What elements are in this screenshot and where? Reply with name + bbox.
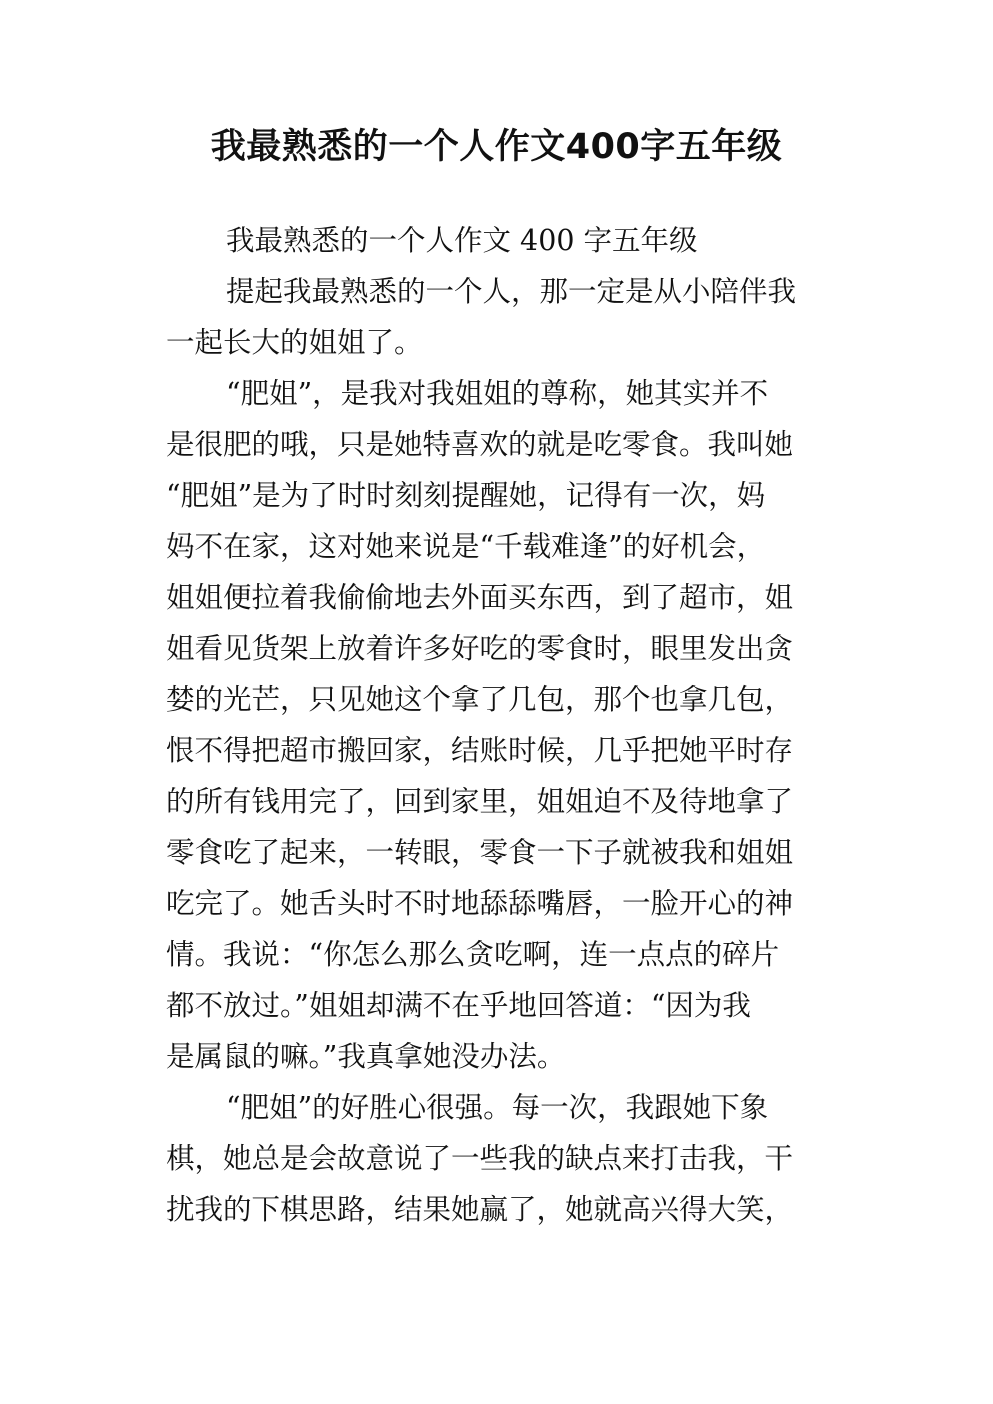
- text-line: “肥姐”，是我对我姐姐的尊称，她其实并不: [226, 377, 769, 410]
- text-line: 扰我的下棋思路，结果她赢了，她就高兴得大笑，: [166, 1193, 794, 1226]
- text-line: 婪的光芒，只见她这个拿了几包，那个也拿几包，: [166, 683, 794, 716]
- document-body: [166, 215, 830, 1235]
- document-title: 我最熟悉的一个人作文400字五年级: [210, 127, 783, 167]
- text-line: “肥姐”是为了时时刻刻提醒她，记得有一次，妈: [166, 479, 766, 512]
- text-line: 是属鼠的嘛。”我真拿她没办法。: [166, 1040, 566, 1073]
- text-line: 妈不在家，这对她来说是“千载难逢”的好机会，: [166, 530, 766, 563]
- text-line: 棋，她总是会故意说了一些我的缺点来打击我，干: [166, 1142, 794, 1175]
- text-line: 是很肥的哦，只是她特喜欢的就是吃零食。我叫她: [166, 428, 794, 461]
- text-line: 情。我说：“你怎么那么贪吃啊，连一点点的碎片: [166, 938, 780, 971]
- text-line: 恨不得把超市搬回家，结账时候，几乎把她平时存: [166, 734, 794, 767]
- text-line: 姐看见货架上放着许多好吃的零食时，眼里发出贪: [166, 632, 794, 665]
- text-line: 我最熟悉的一个人作文 400 字五年级: [226, 224, 698, 257]
- text-line: 提起我最熟悉的一个人，那一定是从小陪伴我: [226, 275, 797, 308]
- text-line: 零食吃了起来，一转眼，零食一下子就被我和姐姐: [166, 836, 794, 869]
- text-line: 一起长大的姐姐了。: [166, 326, 423, 359]
- text-line: 吃完了。她舌头时不时地舔舔嘴唇，一脸开心的神: [166, 887, 794, 920]
- text-line: 姐姐便拉着我偷偷地去外面买东西，到了超市，姐: [166, 581, 794, 614]
- text-line: 都不放过。”姐姐却满不在乎地回答道：“因为我: [166, 989, 751, 1022]
- text-line: 的所有钱用完了，回到家里，姐姐迫不及待地拿了: [166, 785, 794, 818]
- text-line: “肥姐”的好胜心很强。每一次，我跟她下象: [226, 1091, 769, 1124]
